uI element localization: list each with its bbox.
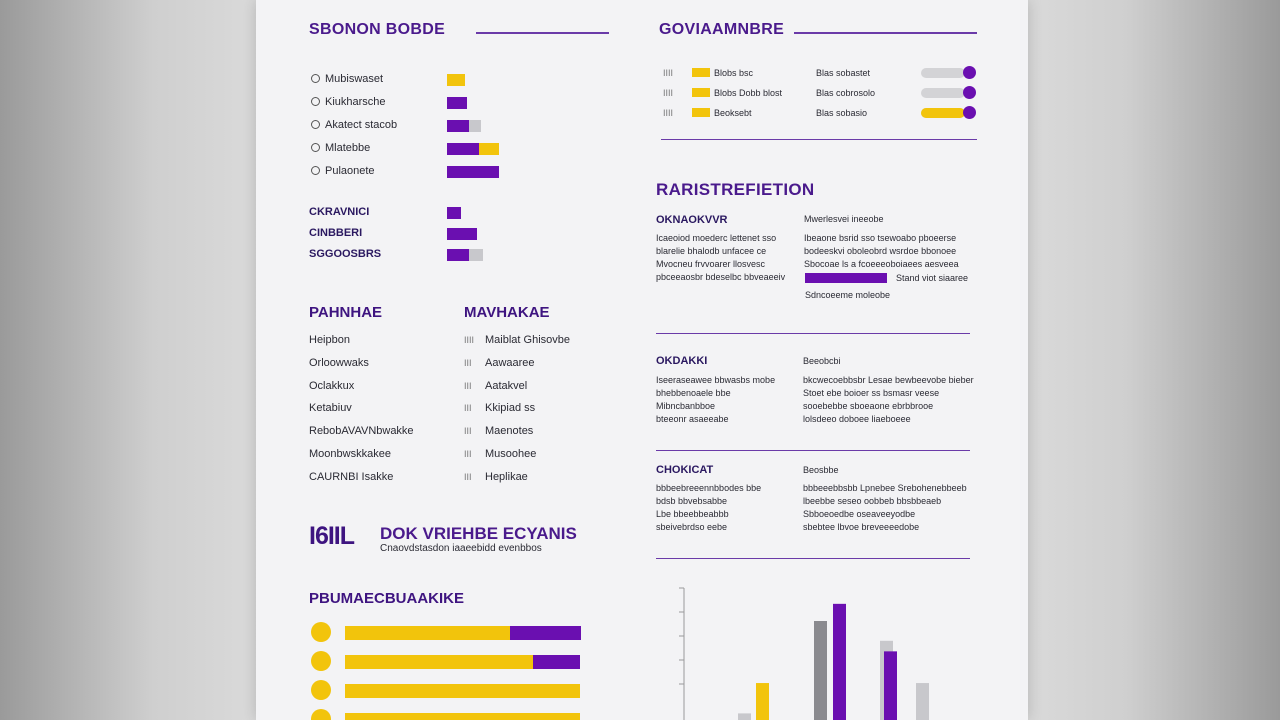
legend-dot-icon [963, 86, 976, 99]
block1-foot-b: Sdncoeeme moleobe [805, 290, 891, 300]
right-section-title: GOVIAAMNBRE [659, 21, 785, 38]
progress-title: PBUMAECBUAAKIKE [309, 590, 465, 607]
block3-line: bdsb bbvebsabbe [656, 496, 728, 506]
block1-head-b: Mwerlesvei ineeobe [804, 214, 884, 224]
block3-line: bbbeebreeennbbodes bbe [656, 483, 762, 493]
col-b-item: Musoohee [485, 448, 537, 460]
progress-bar-yellow [345, 655, 533, 669]
progress-bar-yellow [345, 713, 580, 720]
block3-head-b: Beosbbe [803, 465, 839, 475]
col-b-mark: III [464, 449, 472, 459]
divider-2 [656, 333, 970, 334]
group2-bar-segment [447, 249, 469, 261]
skill-label: Mlatebbe [325, 142, 371, 154]
col-b-mark: III [464, 426, 472, 437]
group2-label: CKRAVNICI [309, 206, 370, 218]
group2-label: CINBBERI [309, 227, 363, 239]
divider-4 [656, 558, 970, 559]
skill-label: Kiukharsche [325, 96, 386, 108]
skill-row [311, 96, 386, 108]
col-b-mark: IIII [464, 335, 475, 345]
block2-line: lolsdeeo doboee liaeboeee [803, 414, 911, 424]
legend-swatch [692, 108, 710, 117]
block1-line: Icaeoiod moederc lettenet sso [656, 233, 777, 243]
block1-bar-caption: Stand viot siaaree [896, 273, 969, 283]
skill-bullet-icon [311, 97, 320, 106]
left-section-title: SBONON BOBDE [309, 21, 446, 38]
skill-row [311, 119, 397, 131]
legend-label-1: Blobs Dobb blost [714, 88, 783, 98]
block1-line: blarelie bhalodb unfacee ce [656, 246, 767, 256]
col-b-item: Aatakvel [485, 379, 528, 392]
legend-num: IIII [663, 68, 674, 78]
legend-dot-icon [963, 106, 976, 119]
col-a-item: Orloowwaks [309, 356, 369, 369]
skill-bar-segment [447, 97, 467, 109]
legend-label-2: Blas sobastet [816, 68, 871, 78]
chart-bar-purple-D [833, 604, 846, 720]
chart-bar-light-H [916, 683, 929, 720]
block2-text-b [803, 374, 974, 426]
skill-row [311, 165, 375, 177]
block1-line: Sbocoae ls a fcoeeeoboiaees aesveea [804, 259, 959, 269]
col-a-item: CAURNBI Isakke [309, 470, 394, 483]
col-b-item: Maiblat Ghisovbe [485, 334, 570, 346]
chart-bar-gray-C [814, 621, 827, 720]
skill-bar-segment [447, 74, 465, 86]
col-b-item: Maenotes [485, 425, 534, 438]
legend-swatch [692, 68, 710, 77]
skill-label: Akatect stacob [325, 119, 398, 131]
skill-bar-segment [447, 143, 479, 155]
legend-num: IIII [663, 88, 674, 98]
group2-bar-segment [447, 228, 477, 240]
skill-bar-segment [447, 166, 499, 178]
skill-bullet-icon [311, 166, 320, 175]
progress-dot-icon [311, 622, 331, 642]
block1-line: bodeeskvi oboleobrd wsrdoe bbonoee [804, 246, 957, 256]
bar-chart [656, 580, 976, 720]
skill-bullet-icon [311, 143, 320, 152]
resume-sheet [256, 0, 1028, 720]
skill-bullet-icon [311, 74, 320, 83]
block2-line: bkcwecoebbsbr Lesae bewbeevobe bieber [803, 375, 974, 385]
block2-text-a [656, 374, 775, 426]
progress-bar-yellow [345, 684, 580, 698]
block3-line: lbeebbe seseo oobbeb bbsbbeaeb [803, 496, 942, 506]
block1-text-a [656, 232, 785, 284]
group2-bar-segment [469, 249, 483, 261]
block1-head-a: OKNAOKVVR [656, 214, 728, 226]
block2-line: bhebbenoaele bbe [656, 388, 731, 398]
block2-line: bteeonr asaeeabe [656, 414, 729, 424]
col-b-item: Heplikae [485, 470, 528, 483]
block3-line: Lbe bbeebbeabbb [656, 509, 729, 519]
legend-label-1: Blobs bsc [714, 68, 754, 78]
stat-number: I6IIL [309, 522, 355, 550]
skill-label: Mubiswaset [325, 73, 384, 85]
col-a-item: Moonbwskkakee [309, 448, 391, 460]
legend-label-2: Blas cobrosolo [816, 88, 876, 98]
block3-line: sbeivebrdso eebe [656, 522, 728, 532]
block2-line: Iseeraseawee bbwasbs mobe [656, 375, 776, 385]
block3-line: sbebtee lbvoe breveeeedobe [803, 522, 920, 532]
block3-text-b [803, 482, 967, 534]
chart-bar-light-A [738, 713, 751, 720]
col-b-title: MAVHAKAE [464, 304, 550, 321]
progress-dot-icon [311, 680, 331, 700]
chart-bar-yellow-B [756, 683, 769, 720]
legend-track-fill [921, 108, 965, 118]
block1-bar [805, 273, 887, 283]
col-a-title: PAHNHAE [309, 304, 383, 321]
stat-headline: DOK VRIEHBE ECYANIS [380, 524, 577, 543]
skill-bar-segment [447, 120, 469, 132]
col-a-item: Heipbon [309, 334, 350, 346]
col-b-item: Aawaaree [485, 356, 535, 369]
group2-bar-segment [447, 207, 461, 219]
stat-subline: Cnaovdstasdon iaaeebidd evenbbos [380, 543, 542, 554]
col-a-item: Ketabiuv [309, 402, 352, 415]
progress-bar-purple [510, 626, 581, 640]
progress-dot-icon [311, 709, 331, 720]
block2-head-a: OKDAKKI [656, 355, 708, 367]
block1-line: Mvocneu frvvoarer llosvesc [656, 259, 766, 269]
divider-3 [656, 450, 970, 451]
block2-line: Stoet ebe boioer ss bsmasr veese [803, 388, 940, 398]
block3-text-a [656, 482, 761, 534]
block2-line: Mibncbanbboe [656, 401, 716, 411]
skill-bar-segment [479, 143, 499, 155]
legend-label-1: Beoksebt [714, 108, 752, 118]
legend-label-2: Blas sobasio [816, 108, 868, 118]
progress-bar-purple [533, 655, 580, 669]
progress-bar-yellow [345, 626, 510, 640]
bar-chart-svg [656, 580, 976, 720]
skill-bar-segment [469, 120, 481, 132]
block1-line: Ibeaone bsrid sso tsewoabo pboeerse [804, 233, 957, 243]
right-title-rule [794, 32, 977, 34]
col-b-item: Kkipiad ss [485, 402, 536, 415]
col-b-mark: III [464, 357, 472, 368]
col-b-mark: III [464, 403, 472, 414]
progress-dot-icon [311, 651, 331, 671]
block3-line: bbbeeebbsbb Lpnebee Srebohenebbeeb [803, 483, 967, 493]
skill-bullet-icon [311, 120, 320, 129]
legend-track [921, 68, 965, 78]
legend-track [921, 88, 965, 98]
block2-line: sooebebbe sboeaone ebrbbrooe [803, 401, 934, 411]
group2-label: SGGOOSBRS [309, 248, 382, 260]
divider-1 [661, 139, 977, 140]
legend-num: IIII [663, 108, 674, 118]
block2-head-b: Beeobcbi [803, 356, 841, 366]
block3-line: Sbboeoedbe oseaveeyodbe [803, 509, 916, 519]
legend-swatch [692, 88, 710, 97]
skill-row [311, 142, 370, 154]
block3-head-a: CHOKICAT [656, 464, 714, 476]
col-a-item: Oclakkux [309, 379, 355, 392]
legend-dot-icon [963, 66, 976, 79]
col-b-mark: III [464, 471, 472, 482]
chart-bar-purple-G [884, 651, 897, 720]
skill-label: Pulaonete [325, 165, 375, 177]
col-b-mark: III [464, 380, 472, 391]
right-section2-title: RARISTREFIETION [656, 180, 815, 199]
block1-line: pbceeaosbr bdeselbc bbveaeeiv [656, 272, 786, 282]
skill-row [311, 73, 383, 85]
col-a-item: RebobAVAVNbwakke [309, 425, 414, 438]
left-title-rule [476, 32, 609, 34]
block1-text-b [804, 232, 959, 271]
